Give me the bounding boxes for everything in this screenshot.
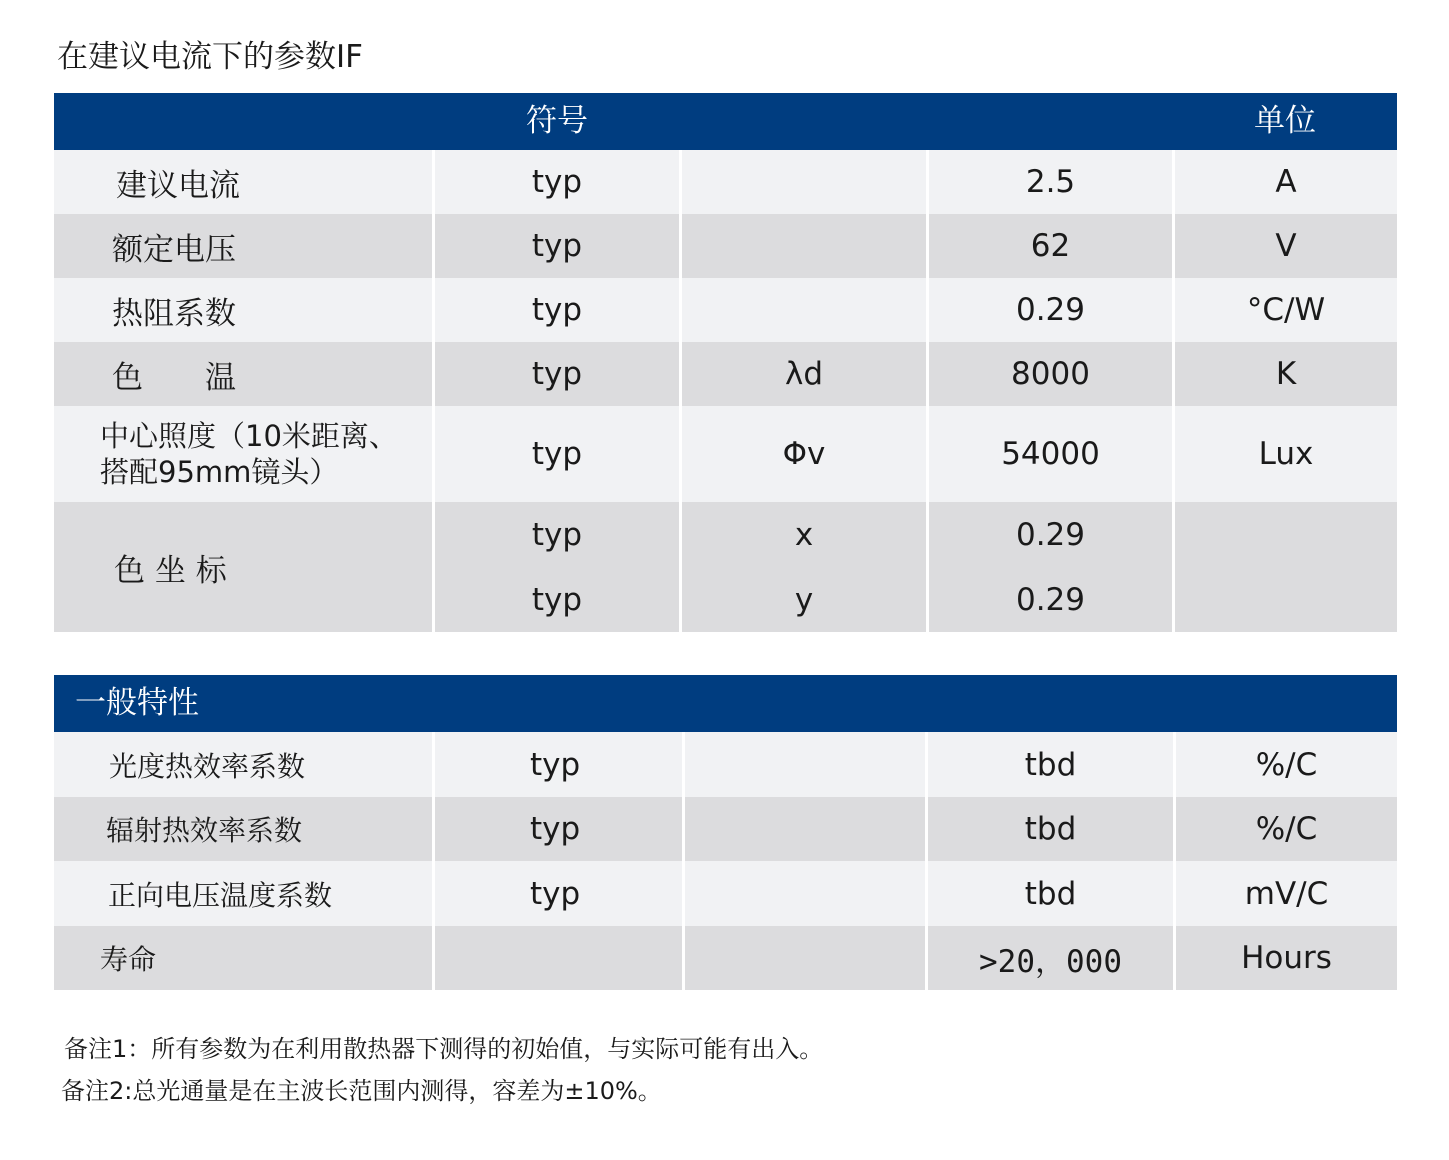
param-value: tbd bbox=[928, 797, 1176, 861]
param-name: 热阻系数 bbox=[54, 278, 435, 342]
parameters-table bbox=[54, 93, 1397, 632]
table-row bbox=[54, 861, 1397, 926]
param-symbol bbox=[682, 502, 929, 632]
table-header bbox=[54, 675, 1397, 732]
param-unit: Hours bbox=[1241, 940, 1332, 976]
param-symbol bbox=[685, 926, 928, 990]
param-name bbox=[54, 406, 435, 502]
param-value-x: 0.29 bbox=[1015, 516, 1086, 553]
param-symbol: λd bbox=[682, 342, 929, 406]
param-value: 0.29 bbox=[929, 278, 1175, 342]
param-condition: typ bbox=[435, 214, 682, 278]
param-value: 54000 bbox=[929, 406, 1175, 502]
header-general: 一般特性 bbox=[75, 685, 199, 721]
param-symbol bbox=[682, 278, 929, 342]
table-row bbox=[54, 278, 1397, 342]
param-value: tbd bbox=[928, 732, 1176, 797]
param-unit: A bbox=[1275, 164, 1297, 200]
param-value: 8000 bbox=[929, 342, 1175, 406]
param-condition-x: typ bbox=[531, 516, 583, 553]
param-condition: typ bbox=[435, 797, 685, 861]
general-characteristics-table bbox=[54, 675, 1397, 990]
param-name: 光度热效率系数 bbox=[54, 732, 435, 797]
table-row bbox=[54, 406, 1397, 502]
param-unit: %/C bbox=[1255, 746, 1318, 783]
param-value: 62 bbox=[929, 214, 1175, 278]
param-unit: mV/C bbox=[1244, 875, 1329, 912]
param-symbol-x: x bbox=[794, 516, 814, 553]
param-symbol bbox=[682, 214, 929, 278]
param-condition: typ bbox=[435, 406, 682, 502]
param-symbol bbox=[682, 150, 929, 214]
footnote-2: 备注2:总光通量是在主波长范围内测得，容差为±10%。 bbox=[61, 1077, 662, 1105]
param-name: 色 坐 标 bbox=[54, 502, 435, 632]
param-value: >20，000 bbox=[928, 926, 1176, 990]
param-condition: typ bbox=[435, 278, 682, 342]
param-condition: typ bbox=[435, 861, 685, 926]
param-value: 2.5 bbox=[929, 150, 1175, 214]
param-name: 建议电流 bbox=[54, 150, 435, 214]
param-value bbox=[929, 502, 1175, 632]
param-name: 正向电压温度系数 bbox=[54, 861, 435, 926]
param-symbol bbox=[685, 797, 928, 861]
param-unit: °C/W bbox=[1246, 292, 1326, 328]
footnotes bbox=[61, 1028, 824, 1112]
param-name: 寿命 bbox=[54, 926, 435, 990]
table-row bbox=[54, 926, 1397, 990]
param-name: 辐射热效率系数 bbox=[54, 797, 435, 861]
table-row bbox=[54, 150, 1397, 214]
footnote-1: 备注1：所有参数为在利用散热器下测得的初始值，与实际可能有出入。 bbox=[64, 1035, 824, 1063]
param-symbol: Φv bbox=[682, 406, 929, 502]
param-value: tbd bbox=[928, 861, 1176, 926]
table-row bbox=[54, 342, 1397, 406]
param-symbol bbox=[685, 861, 928, 926]
param-condition: typ bbox=[435, 150, 682, 214]
param-name: 额定电压 bbox=[54, 214, 435, 278]
table-row bbox=[54, 214, 1397, 278]
param-condition bbox=[435, 926, 685, 990]
param-condition bbox=[435, 502, 682, 632]
header-unit: 单位 bbox=[1254, 103, 1316, 139]
table-header bbox=[54, 93, 1397, 150]
param-condition: typ bbox=[435, 342, 682, 406]
param-symbol-y: y bbox=[794, 581, 814, 618]
param-symbol bbox=[685, 732, 928, 797]
table-row bbox=[54, 732, 1397, 797]
table-row bbox=[54, 797, 1397, 861]
param-name: 色 温 bbox=[54, 342, 435, 406]
param-unit: %/C bbox=[1255, 811, 1318, 847]
param-condition: typ bbox=[435, 732, 685, 797]
header-symbol: 符号 bbox=[526, 103, 588, 139]
param-unit: K bbox=[1275, 356, 1297, 392]
param-unit: Lux bbox=[1258, 436, 1314, 472]
param-unit: V bbox=[1275, 228, 1297, 264]
page-title: 在建议电流下的参数IF bbox=[57, 39, 363, 75]
param-unit bbox=[1175, 502, 1397, 632]
param-condition-y: typ bbox=[531, 581, 583, 618]
param-value-y: 0.29 bbox=[1015, 581, 1086, 618]
param-name-line: 搭配95mm镜头） bbox=[100, 455, 339, 489]
param-name-line: 中心照度（10米距离、 bbox=[100, 419, 398, 453]
table-row bbox=[54, 502, 1397, 632]
